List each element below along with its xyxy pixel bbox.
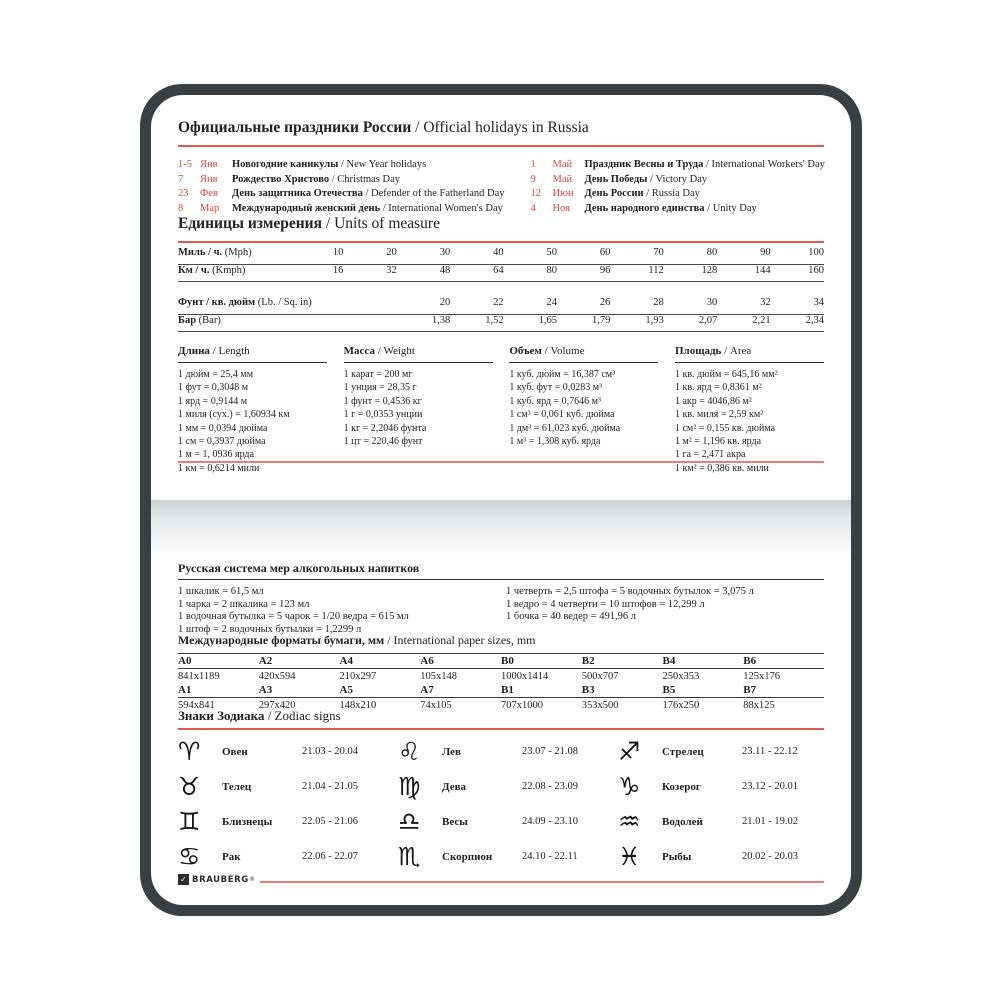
conversion-column-length	[178, 345, 327, 475]
holidays-grid	[178, 158, 824, 216]
table-cell: 30	[706, 297, 718, 308]
registered-mark: ®	[248, 876, 255, 883]
zodiac-dates: 22.06 - 22.07	[302, 851, 358, 862]
units-title	[178, 215, 824, 243]
conversion-rows	[344, 368, 493, 448]
paper-size-dims: 500x707	[581, 670, 619, 682]
conversion-row: 1 дм³ = 61,023 куб. дюйма	[509, 422, 621, 434]
notebook-pages	[151, 95, 851, 905]
paper-size-name: A6	[420, 655, 434, 667]
zodiac-name: Телец	[222, 780, 252, 793]
paper-size-dims: 250x353	[662, 670, 700, 682]
holiday-day: 4	[530, 202, 536, 214]
zodiac-name: Овен	[222, 745, 248, 758]
sagittarius-icon: ♐	[618, 736, 641, 766]
table-cell: 144	[754, 264, 771, 276]
paper-title-en: / International paper sizes, mm	[387, 633, 536, 647]
libra-icon: ♎	[398, 806, 421, 836]
table-cell: 34	[813, 297, 824, 308]
zodiac-dates: 22.05 - 21.06	[302, 816, 358, 827]
holiday-name	[232, 173, 400, 188]
alcohol-row: 1 водочная бутылка = 5 чарок = 1/20 ведра = 615 мл	[178, 611, 409, 623]
holiday-row	[531, 202, 825, 217]
holiday-name-ru: Рождество Христово	[232, 173, 330, 185]
holiday-name-en: / Russia Day	[646, 188, 700, 199]
holiday-day: 8	[178, 202, 184, 214]
paper-header-row	[178, 654, 824, 669]
paper-size-dims: 210x297	[339, 670, 377, 682]
zodiac-item	[398, 804, 604, 839]
paper-sizes-section	[178, 633, 824, 712]
zodiac-dates: 20.02 - 20.03	[742, 851, 798, 862]
holiday-month: Май	[552, 159, 573, 170]
table-cell: 50	[546, 247, 557, 258]
holidays-title	[178, 119, 824, 147]
red-separator-line	[178, 461, 824, 463]
holiday-row	[178, 187, 505, 202]
page-bottom	[151, 500, 851, 905]
conversion-rows	[675, 368, 824, 475]
paper-size-dims: 88x125	[743, 699, 775, 711]
page-top	[151, 95, 851, 500]
holidays-title-en: / Official holidays in Russia	[415, 119, 589, 136]
holiday-row	[178, 158, 505, 173]
paper-size-dims: 707x1000	[501, 699, 543, 711]
speed-row-kmph	[178, 265, 824, 283]
scorpio-icon: ♏	[398, 841, 421, 871]
conversion-columns	[178, 345, 824, 475]
paper-size-dims: 74x105	[420, 699, 452, 711]
table-cell: 1,38	[431, 314, 451, 326]
brand-name: BRAUBERG	[192, 874, 249, 885]
table-cell: 1,52	[485, 314, 504, 326]
holiday-name-en: / Victory Day	[649, 173, 708, 185]
holiday-name	[585, 187, 700, 202]
paper-size-name: A4	[339, 655, 353, 667]
holiday-name	[585, 202, 757, 217]
zodiac-item	[178, 804, 384, 839]
zodiac-name: Козерог	[662, 780, 701, 793]
table-cell: 32	[760, 297, 771, 308]
label-en: (Bar)	[198, 314, 221, 326]
conversion-row: 1 фунт = 0,4536 кг	[343, 395, 422, 407]
conversion-row: 1 унция = 28,35 г	[343, 382, 417, 394]
table-cell: 48	[439, 264, 451, 276]
zodiac-name: Дева	[442, 780, 467, 793]
zodiac-name: Водолей	[662, 815, 703, 828]
holidays-left-column	[178, 158, 505, 216]
zodiac-column-3	[618, 734, 824, 874]
holiday-month: Мар	[200, 202, 220, 214]
zodiac-item	[178, 839, 384, 874]
taurus-icon: ♉	[178, 771, 201, 801]
holiday-name	[232, 187, 505, 202]
paper-title	[178, 633, 824, 647]
paper-size-dims: 176x250	[662, 699, 700, 711]
alcohol-title: Русская система мер алкогольных напитков	[178, 561, 824, 580]
speed-table	[178, 247, 824, 282]
conversion-row: 1 кв. ярд = 0,8361 м²	[674, 382, 762, 394]
table-cell: 96	[599, 264, 611, 276]
holiday-day: 1	[530, 159, 536, 170]
zodiac-column-1	[178, 734, 384, 874]
holiday-name-en: / Defender of the Fatherland Day	[365, 188, 505, 199]
zodiac-title-ru: Знаки Зодиака	[178, 708, 265, 723]
holiday-name-en: / Unity Day	[707, 202, 757, 214]
zodiac-name: Рак	[222, 850, 241, 863]
speed-row-label	[178, 247, 290, 258]
paper-size-name: A2	[258, 655, 273, 667]
title-en: / Weight	[377, 345, 415, 357]
alcohol-right-column	[506, 586, 824, 636]
pressure-row-values	[290, 315, 824, 326]
units-title-ru: Единицы измерения	[178, 215, 323, 232]
holiday-row	[531, 158, 825, 173]
zodiac-name: Близнецы	[222, 815, 273, 828]
conversion-row: 1 м = 1, 0936 ярда	[178, 449, 254, 461]
holiday-name-en: / International Workers' Day	[705, 159, 825, 170]
zodiac-item	[398, 769, 604, 804]
brauberg-logo	[178, 874, 255, 885]
conversion-row: 1 карат = 200 мг	[343, 369, 413, 380]
paper-title-ru: Международные форматы бумаги, мм	[178, 633, 385, 647]
units-section	[178, 215, 824, 475]
title-ru: Длина	[178, 345, 210, 357]
zodiac-name: Стрелец	[662, 745, 704, 758]
table-cell: 160	[808, 264, 824, 276]
zodiac-dates: 21.03 - 20.04	[302, 746, 358, 757]
alcohol-measures-section	[178, 561, 824, 636]
paper-size-name: A5	[339, 684, 353, 696]
holiday-row	[178, 202, 505, 217]
table-cell: 70	[653, 247, 664, 258]
holiday-row	[531, 173, 825, 188]
leo-icon: ♌	[398, 736, 421, 766]
paper-size-dims: 297x420	[258, 699, 296, 711]
conversion-row: 1 км = 0,6214 мили	[178, 462, 260, 474]
conversion-row: 1 цт = 220,46 фунт	[343, 436, 423, 448]
holiday-name-en: / International Women's Day	[382, 202, 503, 214]
table-cell: 112	[648, 264, 664, 276]
title-ru: Объем	[509, 345, 542, 357]
holiday-row	[531, 187, 825, 202]
gemini-icon: ♊	[178, 806, 201, 836]
brand-footer	[178, 874, 824, 885]
alcohol-row: 1 шкалик = 61,5 мл	[178, 586, 264, 597]
conversion-row: 1 кв. миля = 2,59 км²	[674, 409, 764, 421]
paper-size-name: B7	[743, 684, 757, 696]
zodiac-item	[178, 734, 384, 769]
table-cell: 60	[599, 247, 611, 258]
holiday-name	[585, 173, 708, 188]
paper-size-dims: 148x210	[339, 699, 377, 711]
holiday-name-en: / New Year holidays	[341, 159, 427, 170]
table-cell: 24	[546, 297, 557, 308]
conversion-row: 1 куб. фут = 0,0283 м³	[509, 382, 603, 394]
conversion-row: 1 км² = 0,386 кв. мили	[674, 462, 769, 474]
paper-size-name: A1	[178, 684, 192, 696]
label-en: (Lb. / Sq. in)	[257, 297, 312, 308]
pressure-row-label	[178, 315, 290, 326]
title-ru: Площадь	[674, 345, 722, 357]
conversion-column-title	[509, 345, 658, 363]
zodiac-item	[618, 769, 824, 804]
pisces-icon: ♓	[618, 841, 641, 871]
label-en: (Kmph)	[212, 264, 246, 276]
table-cell: 1,93	[645, 314, 664, 326]
paper-table	[178, 653, 824, 712]
holiday-month: Июн	[552, 188, 574, 199]
zodiac-dates: 22.08 - 23.09	[522, 781, 578, 792]
zodiac-dates: 23.07 - 21.08	[522, 746, 578, 757]
label-ru: Бар	[178, 314, 197, 326]
conversion-rows	[178, 368, 327, 475]
conversion-row: 1 см = 0,3937 дюйма	[178, 436, 266, 448]
paper-size-name: B6	[743, 655, 757, 667]
conversion-row: 1 см² = 0,155 кв. дюйма	[674, 422, 776, 434]
speed-row-mph	[178, 247, 824, 265]
holiday-day: 7	[178, 173, 184, 185]
conversion-row: 1 мм = 0,0394 дюйма	[178, 422, 268, 434]
holiday-day: 23	[178, 188, 189, 199]
zodiac-dates: 21.01 - 19.02	[742, 816, 798, 827]
holiday-month: Ноя	[552, 202, 570, 214]
paper-size-dims: 841x1189	[178, 670, 220, 682]
conversion-rows	[509, 368, 658, 448]
paper-size-dims: 420x594	[258, 670, 296, 682]
holiday-name-ru: Международный женский день	[232, 202, 381, 214]
table-cell: 16	[332, 264, 344, 276]
zodiac-name: Рыбы	[662, 850, 692, 863]
paper-header-row	[178, 683, 824, 698]
conversion-row: 1 акр = 4046,86 м²	[674, 395, 752, 407]
table-cell: 40	[493, 247, 504, 258]
alcohol-row: 1 чарка = 2 шкалика = 123 мл	[178, 598, 310, 610]
label-ru: Км / ч.	[178, 264, 210, 276]
table-cell: 1,79	[592, 314, 611, 326]
conversion-column-title	[178, 345, 327, 363]
holiday-month: Фев	[200, 188, 218, 199]
paper-size-dims: 105x148	[420, 670, 457, 682]
zodiac-title-en: / Zodiac signs	[267, 708, 341, 723]
speed-row-values	[290, 247, 824, 258]
holiday-name-ru: День Победы	[584, 173, 648, 185]
alcohol-left-column	[178, 586, 496, 636]
zodiac-title	[178, 708, 824, 730]
holiday-name	[585, 158, 825, 173]
conversion-row: 1 м³ = 1,308 куб. ярда	[509, 436, 601, 448]
table-cell: 32	[386, 264, 397, 276]
paper-size-name: B0	[501, 655, 514, 667]
holiday-name-en: / Christmas Day	[331, 173, 401, 185]
title-en: / Length	[212, 345, 250, 357]
paper-values-row	[178, 669, 824, 683]
paper-size-name: A3	[258, 684, 273, 696]
table-cell: 2,21	[752, 314, 771, 326]
conversion-row: 1 га = 2,471 акра	[674, 449, 746, 461]
title-en: / Area	[724, 345, 752, 357]
paper-size-dims: 125x176	[743, 670, 780, 682]
zodiac-column-2	[398, 734, 604, 874]
table-cell: 80	[546, 264, 557, 276]
zodiac-dates: 24.09 - 23.10	[522, 816, 578, 827]
table-cell: 20	[439, 297, 451, 308]
pressure-row-psi	[178, 297, 824, 315]
holiday-month: Янв	[200, 173, 218, 185]
label-ru: Миль / ч.	[178, 247, 223, 258]
table-cell: 100	[808, 247, 824, 258]
conversion-column-weight	[344, 345, 493, 475]
label-ru: Фунт / кв. дюйм	[178, 297, 256, 308]
paper-size-name: B3	[581, 684, 595, 696]
title-en: / Volume	[544, 345, 585, 357]
zodiac-dates: 24.10 - 22.11	[522, 851, 578, 862]
table-cell: 1,65	[538, 314, 557, 326]
holiday-name	[232, 202, 503, 217]
alcohol-row: 1 ведро = 4 четверти = 10 штофов = 12,299 л	[506, 598, 705, 610]
zodiac-dates: 23.12 - 20.01	[742, 781, 798, 792]
zodiac-item	[618, 734, 824, 769]
paper-size-dims: 594x841	[178, 699, 215, 711]
pressure-row-bar	[178, 315, 824, 333]
alcohol-grid	[178, 586, 824, 636]
alcohol-row: 1 бочка = 40 ведер = 491,96 л	[506, 611, 636, 623]
table-cell: 20	[386, 247, 397, 258]
title-ru: Масса	[343, 345, 375, 357]
holiday-name-ru: Новогодние каникулы	[232, 159, 339, 170]
table-cell: 22	[493, 297, 504, 308]
holiday-name-ru: День народного единства	[584, 202, 705, 214]
conversion-row: 1 см³ = 0,061 куб. дюйма	[509, 409, 615, 421]
pressure-table	[178, 297, 824, 332]
conversion-row: 1 г = 0,0353 унции	[343, 409, 423, 421]
conversion-column-title	[675, 345, 824, 363]
zodiac-item	[178, 769, 384, 804]
conversion-row: 1 ярд = 0,9144 м	[178, 395, 248, 407]
holiday-month: Янв	[200, 159, 218, 170]
holiday-row	[178, 173, 505, 188]
holiday-name-ru: День России	[584, 188, 644, 199]
capricorn-icon: ♑	[618, 771, 641, 801]
zodiac-section	[178, 708, 824, 874]
units-title-en: / Units of measure	[325, 215, 440, 232]
holidays-title-ru: Официальные праздники России	[178, 119, 412, 136]
zodiac-name: Лев	[442, 745, 461, 758]
holiday-month: Май	[552, 173, 573, 185]
table-cell: 80	[706, 247, 718, 258]
conversion-row: 1 кг = 2,2046 фунта	[343, 422, 427, 434]
conversion-row: 1 кв. дюйм = 645,16 мм²	[674, 369, 778, 380]
zodiac-name: Скорпион	[442, 850, 493, 863]
conversion-column-area	[675, 345, 824, 475]
holiday-day: 9	[530, 173, 536, 185]
table-cell: 30	[439, 247, 451, 258]
virgo-icon: ♍	[398, 771, 421, 801]
table-cell: 2,07	[698, 314, 718, 326]
cancer-icon: ♋	[178, 841, 201, 871]
paper-size-name: B1	[501, 684, 514, 696]
zodiac-dates: 21.04 - 21.05	[302, 781, 358, 792]
table-cell: 26	[599, 297, 611, 308]
holiday-day: 12	[530, 188, 542, 199]
table-cell: 2,34	[805, 314, 824, 326]
paper-size-name: B4	[662, 655, 676, 667]
zodiac-dates: 23.11 - 22.12	[742, 746, 798, 757]
holiday-name	[232, 158, 426, 173]
brauberg-check-icon: ✓	[178, 874, 189, 885]
table-cell: 128	[701, 264, 718, 276]
holiday-name-ru: День защитника Отечества	[232, 188, 363, 199]
zodiac-item	[398, 839, 604, 874]
label-en: (Mph)	[224, 247, 252, 258]
speed-row-values	[290, 265, 824, 276]
aries-icon: ♈	[178, 736, 201, 766]
footer-red-line	[260, 881, 824, 883]
zodiac-grid	[178, 734, 824, 874]
holidays-section	[178, 119, 824, 216]
conversion-row: 1 м² = 1,196 кв. ярда	[674, 436, 762, 448]
speed-row-label	[178, 265, 290, 276]
zodiac-item	[398, 734, 604, 769]
paper-size-name: B2	[581, 655, 595, 667]
aquarius-icon: ♒	[618, 806, 641, 836]
holiday-name-ru: Праздник Весны и Труда	[584, 159, 704, 170]
conversion-row: 1 куб. ярд = 0,7646 м³	[509, 395, 602, 407]
table-cell: 64	[493, 264, 504, 276]
conversion-row: 1 куб. дюйм = 16,387 см³	[509, 369, 616, 380]
zodiac-name: Весы	[442, 815, 468, 828]
alcohol-row: 1 четверть = 2,5 штофа = 5 водочных бутылок = 3,075 л	[506, 586, 754, 597]
conversion-row: 1 фут = 0,3048 м	[178, 382, 249, 394]
conversion-column-title	[344, 345, 493, 363]
table-cell: 90	[760, 247, 771, 258]
conversion-row: 1 миля (сух.) = 1,60934 км	[178, 409, 290, 421]
table-cell: 10	[332, 247, 344, 258]
alcohol-row: 1 штоф = 2 водочных бутылки = 1,2299 л	[178, 623, 362, 635]
holiday-day: 1-5	[178, 159, 192, 170]
pressure-row-values	[290, 297, 824, 308]
notebook-cover	[140, 84, 862, 916]
conversion-column-volume	[509, 345, 658, 475]
paper-size-dims: 353x500	[581, 699, 619, 711]
zodiac-item	[618, 804, 824, 839]
paper-size-name: A0	[178, 655, 192, 667]
holidays-right-column	[531, 158, 825, 216]
paper-size-name: B5	[662, 684, 676, 696]
paper-size-dims: 1000x1414	[501, 670, 549, 682]
pressure-row-label	[178, 297, 312, 308]
zodiac-item	[618, 839, 824, 874]
conversion-row: 1 дюйм = 25,4 мм	[178, 369, 254, 380]
table-cell: 28	[653, 297, 664, 308]
paper-size-name: A7	[420, 684, 434, 696]
